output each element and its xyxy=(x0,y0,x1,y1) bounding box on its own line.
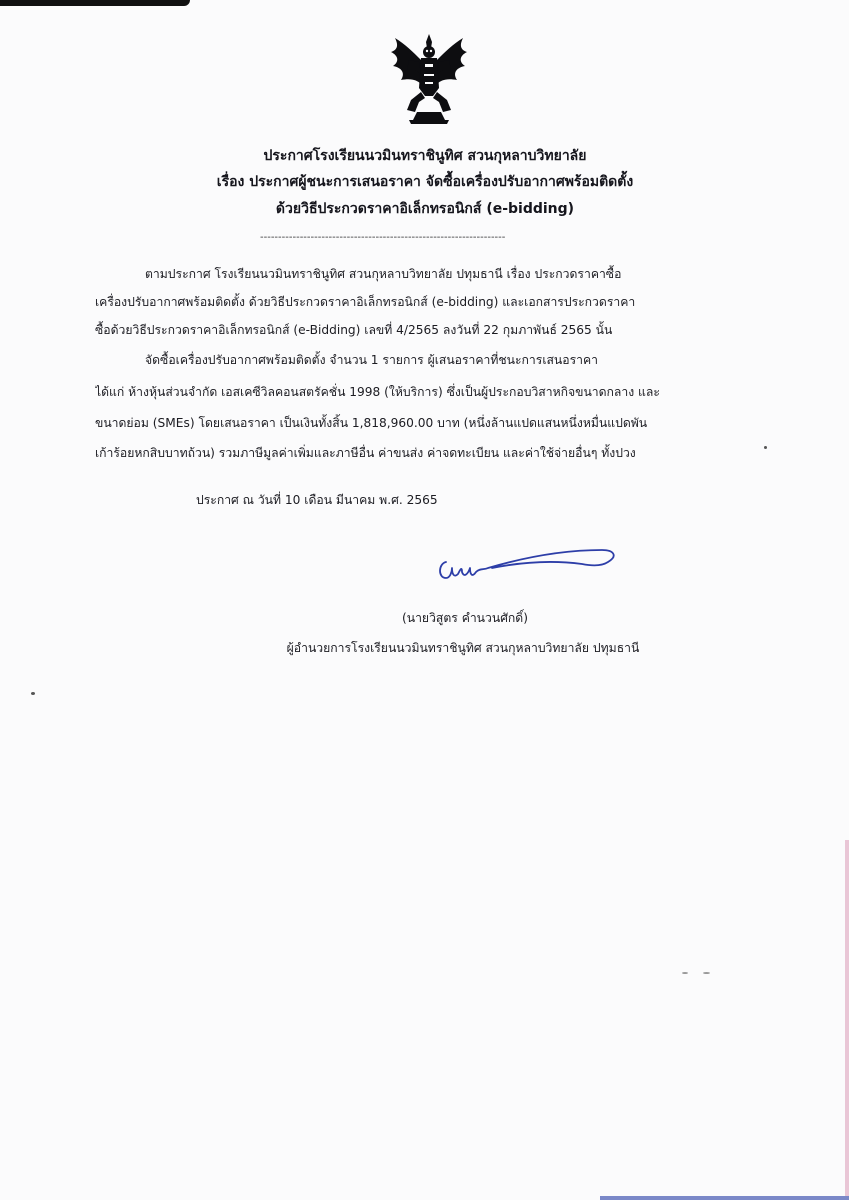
body-line: เครื่องปรับอากาศพร้อมติดตั้ง ด้วยวิธีประกวดราคาอิเล็กทรอนิกส์ (e-bidding) และเอกสารประกวดราคา xyxy=(95,295,636,309)
scan-artifact-right-edge xyxy=(845,840,849,1200)
body-line: จัดซื้อเครื่องปรับอากาศพร้อมติดตั้ง จำนวน 1 รายการ ผู้เสนอราคาที่ชนะการเสนอราคา xyxy=(145,353,598,367)
body-line: ได้แก่ ห้างหุ้นส่วนจำกัด เอสเคซีวิลคอนสตรัคชั่น 1998 (ให้บริการ) ซึ่งเป็นผู้ประกอบวิสาหกิจขนาดกลาง และ xyxy=(95,385,660,399)
scan-speck xyxy=(31,692,35,695)
scan-artifact-bottom-edge xyxy=(600,1196,849,1200)
announcement-title: ประกาศโรงเรียนนวมินทราชินูทิศ สวนกุหลาบวิทยาลัย xyxy=(263,148,587,164)
scan-speck xyxy=(703,972,710,974)
scan-artifact-top-left xyxy=(0,0,190,6)
announcement-date: ประกาศ ณ วันที่ 10 เดือน มีนาคม พ.ศ. 2565 xyxy=(196,493,438,507)
separator-line: -------------------------------------------------------------------- xyxy=(260,232,506,243)
scan-speck xyxy=(764,446,767,449)
signer-title: ผู้อำนวยการโรงเรียนนวมินทราชินูทิศ สวนกุหลาบวิทยาลัย ปทุมธานี xyxy=(286,641,640,655)
signer-name: (นายวิสูตร คำนวนศักดิ์) xyxy=(402,611,528,625)
scan-speck xyxy=(682,972,688,974)
body-line: ขนาดย่อม (SMEs) โดยเสนอราคา เป็นเงินทั้งสิ้น 1,818,960.00 บาท (หนึ่งล้านแปดแสนหนึ่งหมื่นแปดพัน xyxy=(95,416,648,430)
signature-mark xyxy=(432,538,622,592)
body-line: ตามประกาศ โรงเรียนนวมินทราชินูทิศ สวนกุหลาบวิทยาลัย ปทุมธานี เรื่อง ประกวดราคาซื้อ xyxy=(145,267,622,281)
body-line: ซื้อด้วยวิธีประกวดราคาอิเล็กทรอนิกส์ (e-Bidding) เลขที่ 4/2565 ลงวันที่ 22 กุมภาพันธ์ 2565 นั้น xyxy=(95,323,613,337)
body-line: เก้าร้อยหกสิบบาทถ้วน) รวมภาษีมูลค่าเพิ่มและภาษีอื่น ค่าขนส่ง ค่าจดทะเบียน และค่าใช้จ่ายอื่นๆ ทั้งปวง xyxy=(95,446,636,460)
announcement-subject: เรื่อง ประกาศผู้ชนะการเสนอราคา จัดซื้อเครื่องปรับอากาศพร้อมติดตั้ง xyxy=(216,174,634,190)
announcement-method: ด้วยวิธีประกวดราคาอิเล็กทรอนิกส์ (e-bidding) xyxy=(275,201,575,217)
garuda-emblem-icon xyxy=(387,30,471,126)
